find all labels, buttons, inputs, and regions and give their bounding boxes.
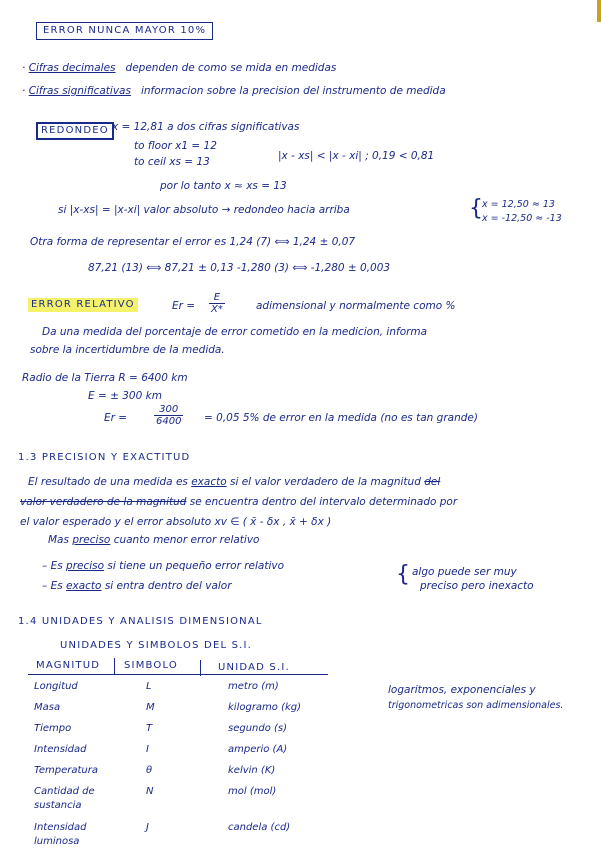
col-separator — [114, 658, 115, 674]
s13-line1-strike: del — [424, 476, 441, 488]
example-denominator: 6400 — [156, 416, 182, 427]
relativo-desc2: sobre la incertidumbre de la medida. — [30, 344, 225, 356]
table-cell: amperio (A) — [228, 744, 288, 755]
s13-dash1-b: si tiene un pequeño error relativo — [107, 560, 285, 572]
s13-line1 — [28, 476, 440, 488]
formula-note: adimensional y normalmente como % — [256, 300, 456, 312]
term-exacto-2: exacto — [66, 580, 102, 592]
s13-dash2 — [42, 580, 232, 592]
table-cell: Cantidad de sustancia — [34, 786, 95, 811]
table-cell: Intensidad — [34, 744, 87, 755]
s13-dash1 — [42, 560, 284, 572]
table-cell: kelvin (K) — [228, 765, 276, 776]
example-lhs: Er = — [104, 412, 128, 424]
table-cell: T — [146, 723, 153, 734]
term-cifras-significativas: Cifras significativas — [28, 85, 131, 97]
col-header-unidad: UNIDAD S.I. — [218, 662, 290, 673]
s13-line4-a: Mas — [48, 534, 69, 546]
brace-line1: x = 12,50 ≈ 13 — [482, 199, 555, 210]
example-numerator: 300 — [154, 404, 183, 416]
redondeo-rule: si |x-xs| = |x-xi| valor absoluto → redondeo hacia arriba — [58, 204, 350, 216]
section-13-heading: 1.3 PRECISION Y EXACTITUD — [18, 452, 191, 463]
section-14-subheading: UNIDADES Y SIMBOLOS DEL S.I. — [60, 640, 253, 651]
table-cell: Temperatura — [34, 765, 99, 776]
units-note1: logaritmos, exponenciales y — [388, 684, 536, 696]
redondeo-line1: x = 12,81 a dos cifras significativas — [112, 121, 300, 133]
example-error: E = ± 300 km — [88, 390, 162, 402]
brace-icon: { — [469, 196, 483, 221]
example-fraction — [154, 404, 183, 427]
col-header-simbolo: SIMBOLO — [124, 660, 178, 671]
col-separator — [200, 660, 201, 676]
term-preciso: preciso — [72, 534, 111, 546]
page-title: ERROR NUNCA MAYOR 10% — [36, 22, 213, 40]
brace-icon: { — [396, 562, 410, 587]
table-cell: I — [146, 744, 149, 755]
table-cell: Masa — [34, 702, 61, 713]
table-cell: θ — [146, 765, 153, 776]
table-cell: segundo (s) — [228, 723, 288, 734]
redondeo-compare: |x - xs| < |x - xi| ; 0,19 < 0,81 — [278, 150, 435, 162]
table-header-rule — [28, 674, 328, 675]
term-preciso-2: preciso — [66, 560, 105, 572]
table-cell: candela (cd) — [228, 822, 291, 833]
redondeo-floor: to floor x1 = 12 — [134, 140, 217, 152]
table-cell: M — [146, 702, 155, 713]
term-exacto: exacto — [191, 476, 227, 488]
s13-line3: el valor esperado y el error absoluto xv ∈ ( x̄ - δx , x̄ + δx ) — [20, 516, 332, 528]
table-cell: J — [146, 822, 149, 833]
section-14-heading: 1.4 UNIDADES Y ANALISIS DIMENSIONAL — [18, 616, 263, 627]
col-header-magnitud: MAGNITUD — [36, 660, 101, 671]
formula-denominator: X* — [211, 304, 223, 315]
table-cell: mol (mol) — [228, 786, 277, 797]
s13-dash2-b: si entra dentro del valor — [104, 580, 232, 592]
redondeo-ceil: to ceil xs = 13 — [134, 156, 210, 168]
table-cell: L — [146, 681, 152, 692]
magnitud-column — [34, 680, 112, 853]
formula-fraction — [209, 292, 225, 315]
bullet-decimales: · Cifras decimales dependen de como se mida en medidas — [22, 62, 337, 74]
table-cell: N — [146, 786, 154, 797]
relativo-desc1: Da una medida del porcentaje de error cometido en la medicion, informa — [42, 326, 428, 338]
table-cell: Intensidad luminosa — [34, 822, 87, 847]
s13-line2 — [20, 496, 457, 508]
example-result: = 0,05 5% de error en la medida (no es tan grande) — [204, 412, 478, 424]
bullet-text: informacion sobre la precision del instrumento de medida — [140, 85, 446, 97]
s13-line2-rest: se encuentra dentro del intervalo determinado por — [189, 496, 458, 508]
s13-line4 — [48, 534, 259, 546]
redondeo-examples: 87,21 (13) ⟺ 87,21 ± 0,13 -1,280 (3) ⟺ -1,280 ± 0,003 — [88, 262, 391, 274]
s13-dash1-a: – Es — [42, 560, 63, 572]
error-relativo-label: ERROR RELATIVO — [28, 298, 138, 312]
redondeo-label: REDONDEO — [36, 122, 114, 140]
brace-line2: x = -12,50 ≈ -13 — [482, 213, 562, 224]
side-note1: algo puede ser muy — [412, 566, 517, 578]
unit-column — [228, 680, 301, 842]
bullet-text: dependen de como se mida en medidas — [125, 62, 337, 74]
symbol-column — [146, 680, 155, 842]
s13-line1-a: El resultado de una medida es — [28, 476, 188, 488]
s13-line2-strike: valor verdadero de la magnitud — [20, 496, 187, 508]
units-note2: trigonometricas son adimensionales. — [388, 700, 564, 711]
table-cell: kilogramo (kg) — [228, 702, 302, 713]
redondeo-other-form: Otra forma de representar el error es 1,24 (7) ⟺ 1,24 ± 0,07 — [30, 236, 356, 248]
s13-line4-b: cuanto menor error relativo — [113, 534, 260, 546]
formula-numerator: E — [209, 292, 225, 304]
redondeo-conclusion: por lo tanto x ≈ xs = 13 — [160, 180, 287, 192]
s13-line1-b: si el valor verdadero de la magnitud — [230, 476, 421, 488]
example-label: Radio de la Tierra R = 6400 km — [22, 372, 188, 384]
s13-dash2-a: – Es — [42, 580, 63, 592]
side-note2: preciso pero inexacto — [420, 580, 534, 592]
table-cell: Longitud — [34, 681, 78, 692]
table-cell: Tiempo — [34, 723, 72, 734]
bullet-significativas: · Cifras significativas informacion sobre la precision del instrumento de medida — [22, 85, 446, 97]
term-cifras-decimales: Cifras decimales — [28, 62, 116, 74]
edge-mark — [597, 0, 601, 22]
table-cell: metro (m) — [228, 681, 279, 692]
formula-lhs: Er = — [172, 300, 196, 312]
